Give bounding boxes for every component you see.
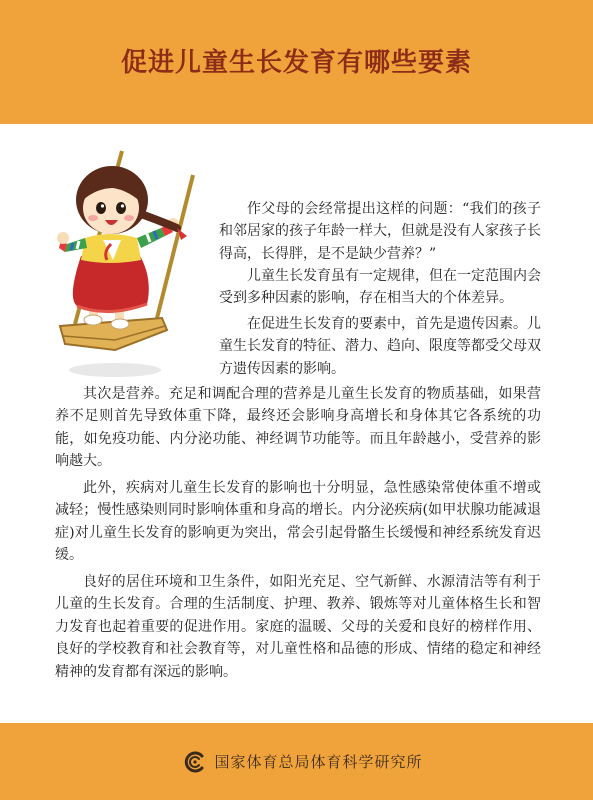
- institute-logo-icon: [184, 751, 206, 773]
- footer: [0, 723, 593, 800]
- page-title: 促进儿童生长发育有哪些要素: [120, 47, 472, 78]
- paragraph-environment: 良好的居住环境和卫生条件，如阳光充足、空气新鲜、水源清洁等有利于儿童的生长发育。合理的生活制度、护理、教养、锻炼等对儿童体格生长和智力发育也起着重要的促进作用。家庭的温暖、父母的关爱和良好的榜样作用、良好的学校教育和社会教育等，对儿童性格和品德的形成、情绪的稳定和神经精神的发育都有深远的影响。: [55, 574, 541, 680]
- paragraph-question: 作父母的会经常提出这样的问题：“我们的孩子和邻居家的孩子年龄一样大，但就是没有人家孩子长得高，长得胖，是不是缺少营养？”: [219, 201, 541, 262]
- organization-name: 国家体育总局体育科学研究所: [214, 753, 423, 771]
- paragraph-disease: 此外，疾病对儿童生长发育的影响也十分明显，急性感染常使体重不增或减轻；慢性感染则同时影响体重和身高的增长。内分泌疾病(如甲状腺功能减退症)对儿童生长发育的影响更为突出，常会引起骨骼生长缓慢和神经系统发育迟缓。: [55, 480, 541, 564]
- paragraph-heredity: 在促进生长发育的要素中，首先是遗传因素。儿童生长发育的特征、潜力、趋向、限度等都受父母双方遗传因素的影响。: [219, 316, 541, 377]
- footer-content: [184, 751, 422, 773]
- paragraph-individual-difference: 儿童生长发育虽有一定规律，但在一定范围内会受到多种因素的影响，存在相当大的个体差异。: [219, 268, 541, 307]
- paragraph-nutrition: 其次是营养。充足和调配合理的营养是儿童生长发育的物质基础，如果营养不足则首先导致体重下降，最终还会影响身高增长和身体其它各系统的功能，如免疫功能、内分泌功能、神经调节功能等。而且年龄越小，受营养的影响越大。: [55, 386, 541, 470]
